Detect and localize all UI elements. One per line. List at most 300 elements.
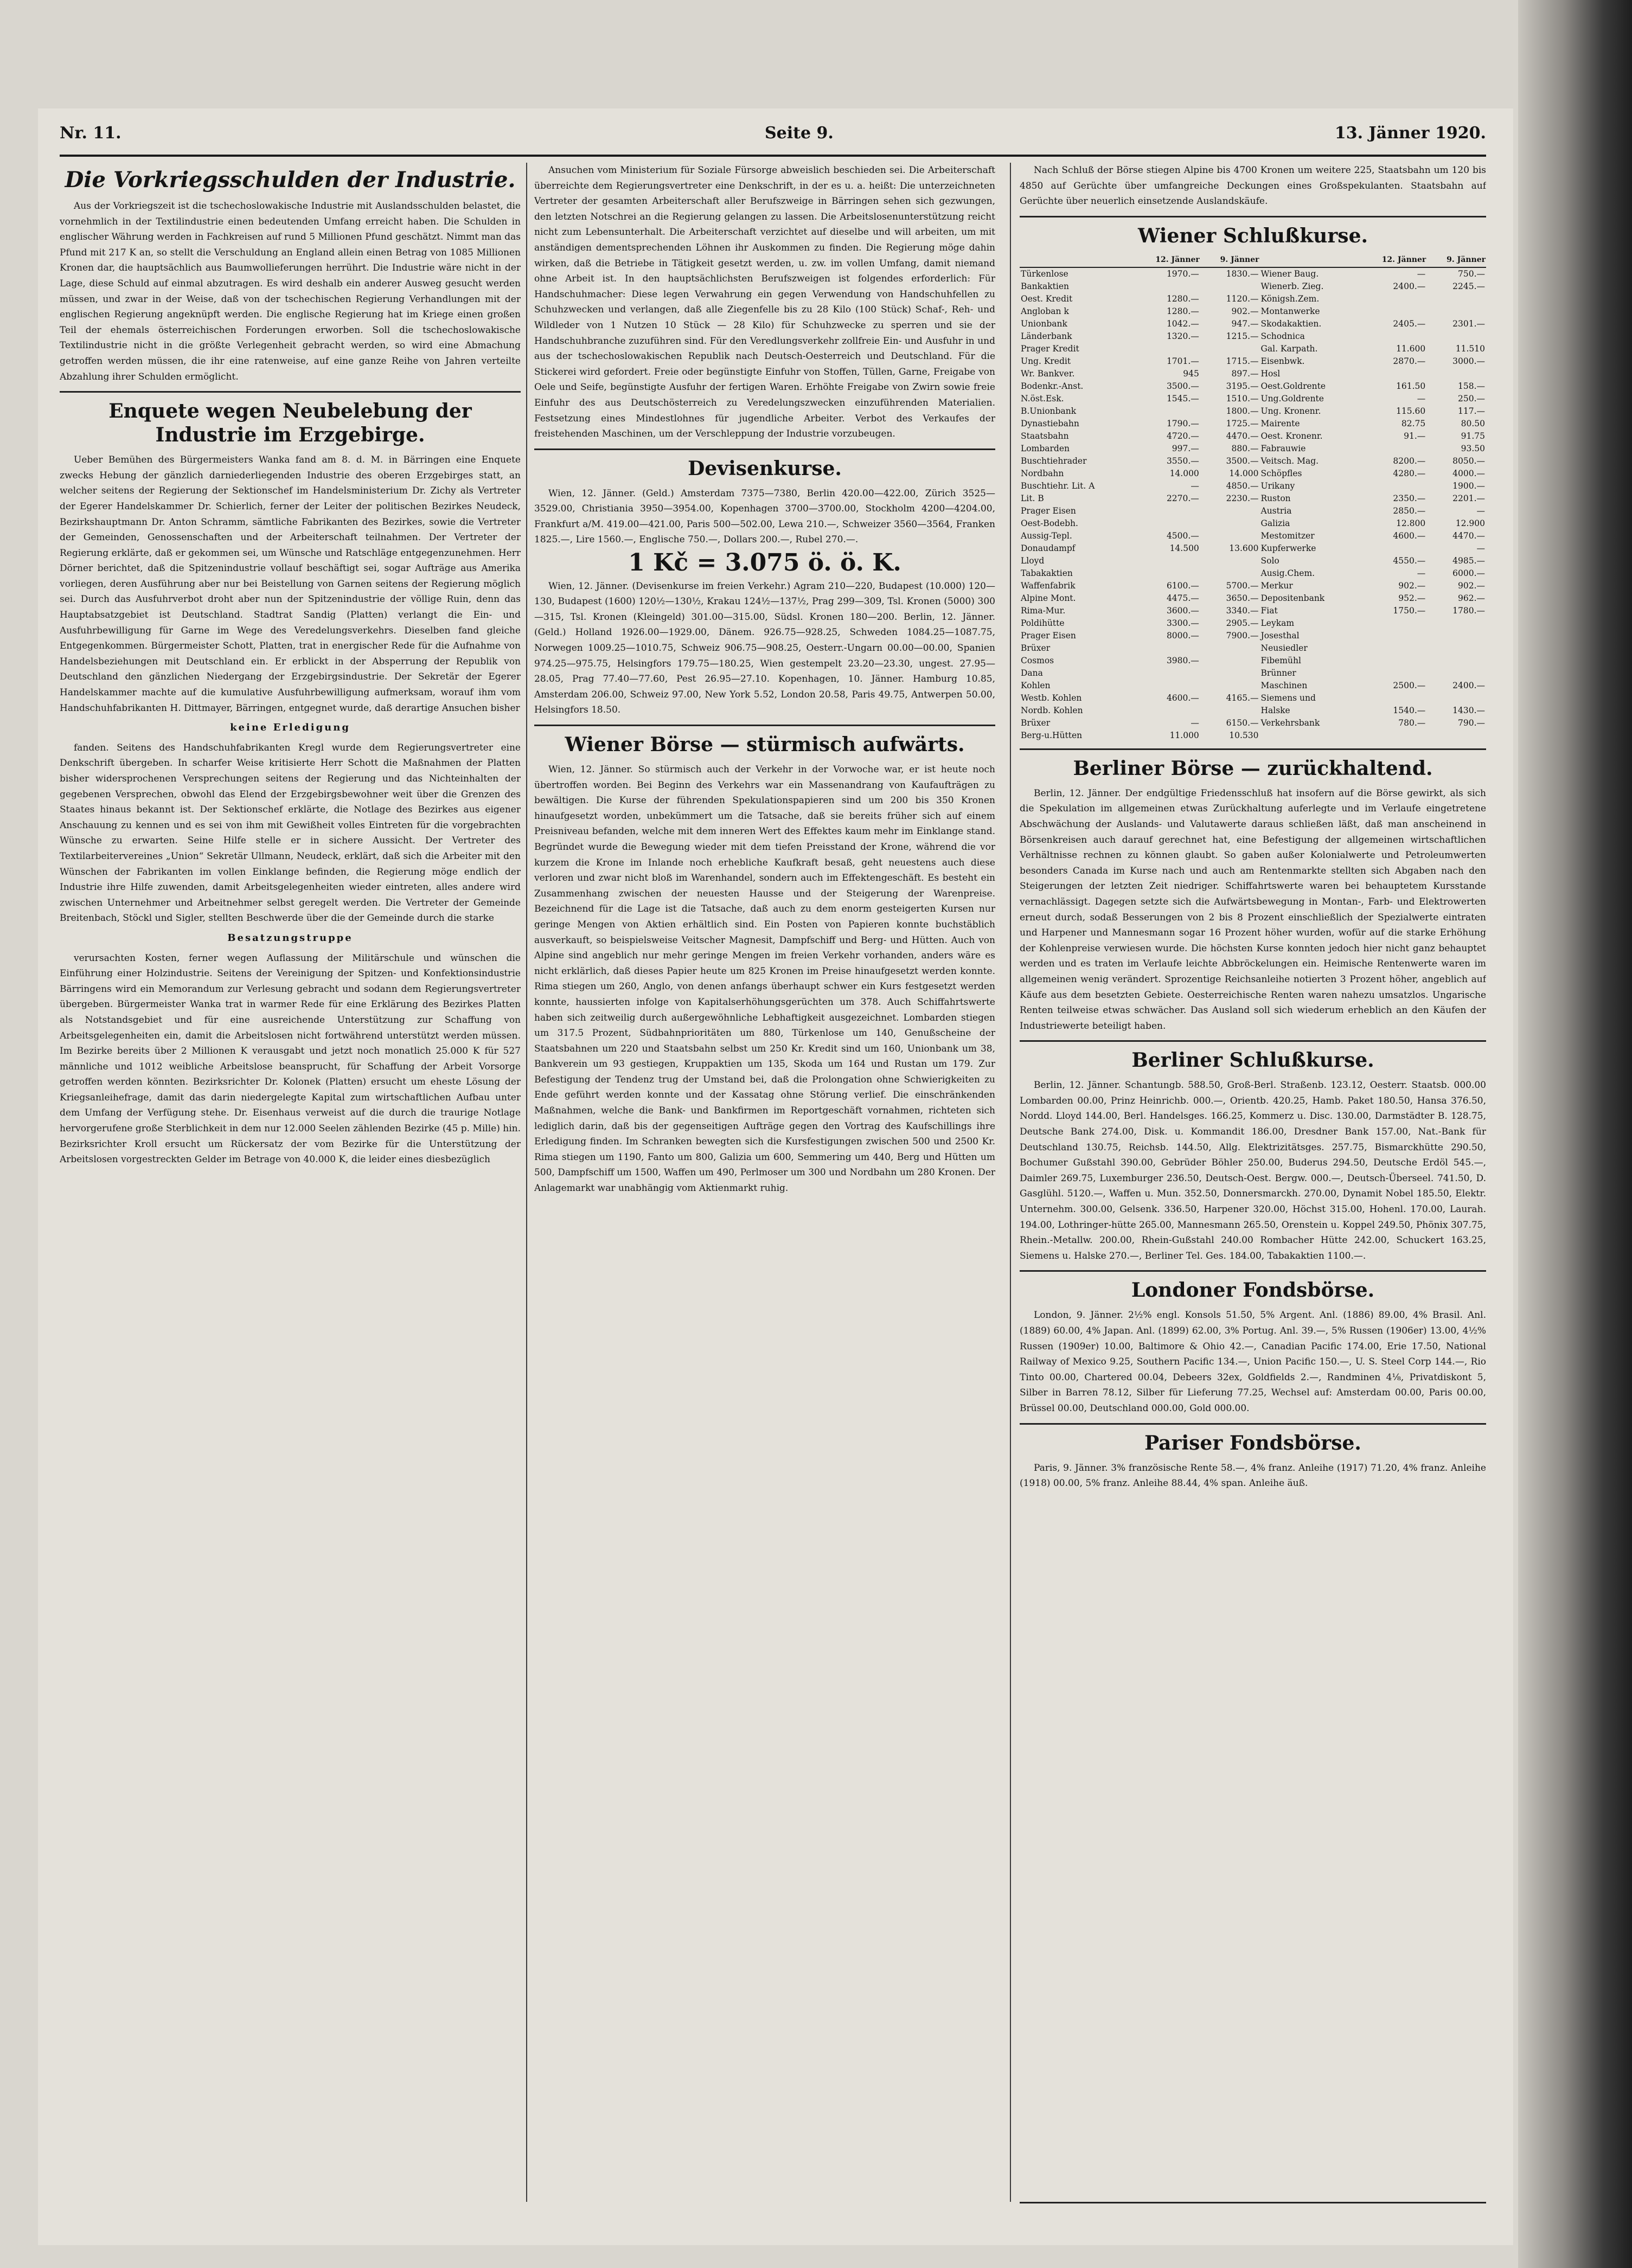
security-name: Maschinen [1260, 680, 1308, 690]
quotes-row [1020, 542, 1486, 555]
column-rule [1010, 163, 1011, 2202]
quote-value [1426, 630, 1486, 642]
security-name: Donaudampf [1021, 543, 1076, 553]
quote-value [1200, 667, 1260, 680]
quotes-row [1020, 318, 1486, 330]
security-name: Buschtiehr. Lit. A [1021, 480, 1095, 491]
security-name: Brünner [1260, 668, 1296, 678]
security-name: Königsh.Zem. [1260, 293, 1320, 304]
section-title: Wiener Börse — stürmisch aufwärts. [565, 733, 965, 756]
article-title: Die Vorkriegsschulden der Industrie. [65, 167, 516, 193]
section-title: Berliner Schlußkurse. [1131, 1049, 1374, 1072]
quote-value [1359, 293, 1426, 305]
article-divider [1020, 1423, 1486, 1425]
quote-value: 11.510 [1455, 343, 1485, 354]
security-name: Wr. Bankver. [1021, 368, 1075, 379]
quotes-row [1020, 692, 1486, 704]
quotes-row [1020, 530, 1486, 542]
security-name: B.Unionbank [1021, 406, 1077, 416]
quote-value: 3195.— [1226, 381, 1259, 391]
quote-value: 1510.— [1226, 393, 1259, 403]
quotes-row [1020, 267, 1486, 280]
security-name: Fiat [1260, 605, 1278, 616]
quote-value [1359, 642, 1426, 655]
quotes-row [1020, 667, 1486, 680]
quotes-row [1020, 280, 1486, 293]
quote-value: 1430.— [1452, 705, 1485, 715]
quote-value: — [1417, 393, 1426, 403]
security-name: Verkehrsbank [1260, 717, 1320, 728]
quotes-row [1020, 380, 1486, 393]
quote-value: 161.50 [1396, 381, 1426, 391]
quote-value: 1780.— [1452, 605, 1485, 616]
quote-value [1359, 692, 1426, 704]
quote-value: 2400.— [1393, 281, 1426, 291]
quote-value: 902.— [1231, 306, 1259, 316]
quote-value [1359, 617, 1426, 630]
security-name: Fibemühl [1260, 655, 1301, 665]
quote-value: 4850.— [1226, 480, 1259, 491]
quote-value: 8000.— [1166, 630, 1199, 640]
column-rule [526, 163, 527, 2202]
security-name: Dana [1021, 668, 1043, 678]
quote-value: 6000.— [1452, 568, 1485, 578]
quotes-header-cell: 12. Jänner [1133, 253, 1200, 267]
quote-value: 14.000 [1229, 468, 1259, 478]
quote-value: 4165.— [1226, 693, 1259, 703]
quote-value: 10.530 [1229, 730, 1259, 740]
quote-value: 3550.— [1166, 456, 1199, 466]
security-name: Hosl [1260, 368, 1281, 379]
quote-value [1133, 517, 1200, 530]
section-subheading: Besatzungstruppe [227, 932, 353, 944]
quotes-row [1020, 293, 1486, 305]
quotes-row [1020, 368, 1486, 380]
security-name: Fabrauwie [1260, 443, 1306, 453]
security-name: Prager Eisen [1021, 505, 1076, 516]
quote-value: 6100.— [1166, 580, 1199, 591]
quote-value: 2870.— [1393, 356, 1426, 366]
quotes-row [1020, 642, 1486, 655]
quotes-row [1020, 393, 1486, 405]
security-name: Veitsch. Mag. [1260, 456, 1319, 466]
security-name: Lloyd [1021, 555, 1045, 566]
column-2 [534, 163, 995, 1952]
security-name: Oest. Kredit [1021, 293, 1073, 304]
quote-value [1133, 704, 1200, 717]
security-name: Oest-Bodebh. [1021, 518, 1078, 528]
quote-value: 1830.— [1226, 268, 1259, 279]
security-name: Cosmos [1021, 655, 1054, 665]
quote-value: 1715.— [1226, 356, 1259, 366]
quote-value [1200, 642, 1260, 655]
quote-value: 2301.— [1452, 318, 1485, 329]
quote-value [1426, 729, 1486, 742]
quotes-row [1020, 555, 1486, 567]
quote-value: 4720.— [1166, 431, 1199, 441]
quotes-row [1020, 580, 1486, 592]
security-name: Dynastiebahn [1021, 418, 1079, 428]
security-name: Unionbank [1021, 318, 1067, 329]
quotes-row [1020, 430, 1486, 443]
security-name: Länderbank [1021, 331, 1072, 341]
article-paragraph: fanden. Seitens des Handschuhfabrikanten Kregl wurde dem Regierungsvertreter eine Denkschrift übergeben. In scharfer Weise kritisierte Herr Schott die Maßnahmen der Platten bisher widersprochenen Versprechungen seitens der Regierung und das Nichteinhalten der gegebenen Versprechen, obwohl das Elend der Erzgebirgsbewohner weit über die Grenzen des Staates hinaus bekannt ist. Der Sektionschef erklärte, die Notlage des Bezirkes aus eigener Anschauung zu kennen und es sei von ihm mit Gewißheit volles Eintreten für die vorgebrachten Wünsche zu erwarten. Seine Hilfe stelle er in sichere Aussicht. Der Vertreter des Textilarbeitervereines „Union“ Sekretär Ullmann, Neudeck, erklärt, daß sich die Arbeiter mit den Wünschen der Fabrikanten im vollen Einklange befinden, die Regierung möge endlich der Industrie ihre Hilfe zuwenden, damit Arbeitsgelegenheiten wieder eintreten, alles andere wird zwischen Unternehmer und Arbeitnehmer selbst geregelt werden. Die Vertreter der Gemeinde Breitenbach, Stöckl und Sigler, stellten Beschwerde über die der Gemeinde durch die starke [60, 742, 521, 924]
quote-value: 1900.— [1452, 480, 1485, 491]
security-name: Westb. Kohlen [1021, 693, 1082, 703]
quote-value [1200, 704, 1260, 717]
quote-value: 8200.— [1393, 456, 1426, 466]
quote-value: 6150.— [1226, 717, 1259, 728]
quote-value: 5700.— [1226, 580, 1259, 591]
quote-value [1359, 305, 1426, 318]
article-divider [534, 725, 995, 726]
article-divider [1020, 1270, 1486, 1272]
article-paragraph: Nach Schluß der Börse stiegen Alpine bis 4700 Kronen um weitere 225, Staatsbahn um 120 bis 4850 auf Gerüchte über umfangreiche Deckungen eines Großspekulanten. Staatsbahn auf Gerüchte über neuerlich einsetzende Auslandskäufe. [1020, 165, 1486, 207]
security-name: Rima-Mur. [1021, 605, 1066, 616]
article-divider [1020, 216, 1486, 217]
security-name: Lombarden [1021, 443, 1070, 453]
security-name: Mairente [1260, 418, 1300, 428]
quotes-row [1020, 330, 1486, 343]
security-name: Schodnica [1260, 331, 1305, 341]
exchange-headline: 1 Kč = 3.075 ö. ö. K. [628, 549, 901, 577]
quote-value: 1750.— [1393, 605, 1426, 616]
security-name: Poldihütte [1021, 618, 1065, 628]
quotes-row [1020, 343, 1486, 355]
security-name [1260, 729, 1360, 742]
quote-value: 14.000 [1169, 468, 1199, 478]
quote-value: 158.— [1457, 381, 1485, 391]
quotes-row [1020, 480, 1486, 492]
quote-value: 4550.— [1393, 555, 1426, 566]
quote-value: 947.— [1231, 318, 1259, 329]
quotes-row [1020, 704, 1486, 717]
quote-value: 1701.— [1166, 356, 1199, 366]
quote-value [1426, 617, 1486, 630]
security-name: Kohlen [1021, 680, 1051, 690]
quote-value: 4280.— [1393, 468, 1426, 478]
article-divider [60, 391, 521, 393]
quote-value: 790.— [1457, 717, 1485, 728]
quote-value: 2400.— [1452, 680, 1485, 690]
quote-value: 2905.— [1226, 618, 1259, 628]
security-name: N.öst.Esk. [1021, 393, 1064, 403]
quote-value [1359, 655, 1426, 667]
quote-value: 3980.— [1166, 655, 1199, 665]
security-name: Bodenkr.-Anst. [1021, 381, 1084, 391]
security-name: Depositenbank [1260, 593, 1325, 603]
quote-value: 750.— [1457, 268, 1485, 279]
quote-value: 902.— [1457, 580, 1485, 591]
bottom-rule [1020, 2202, 1486, 2203]
quote-value: — [1417, 268, 1426, 279]
quotes-row [1020, 517, 1486, 530]
quote-value: 3650.— [1226, 593, 1259, 603]
section-title: Londoner Fondsbörse. [1131, 1279, 1375, 1302]
quote-value: 1970.— [1166, 268, 1199, 279]
quote-value: 997.— [1172, 443, 1199, 453]
quote-value: 3600.— [1166, 605, 1199, 616]
quote-value [1133, 667, 1200, 680]
quotes-row [1020, 717, 1486, 729]
quote-value: 3500.— [1166, 381, 1199, 391]
quote-value: 1790.— [1166, 418, 1199, 428]
security-name: Kupferwerke [1260, 543, 1316, 553]
quotes-row [1020, 655, 1486, 667]
security-name: Ung.Goldrente [1260, 393, 1324, 403]
quotes-row [1020, 455, 1486, 467]
security-name: Siemens und [1260, 693, 1316, 703]
page-number: Seite 9. [765, 124, 834, 143]
quote-value: 4600.— [1393, 530, 1426, 541]
quote-value: 962.— [1457, 593, 1485, 603]
quotes-row [1020, 617, 1486, 630]
article-paragraph: Paris, 9. Jänner. 3% französische Rente 58.—, 4% franz. Anleihe (1917) 71.20, 4% franz. Anleihe (1918) 00.00, 5% franz. Anleihe 88.44, 4% span. Anleihe äuß. [1020, 1462, 1486, 1489]
security-name: Prager Kredit [1021, 343, 1079, 354]
header-rule [60, 155, 1486, 157]
security-name: Gal. Karpath. [1260, 343, 1318, 354]
quote-value [1426, 692, 1486, 704]
quote-value: 4470.— [1452, 530, 1485, 541]
security-name: Urikany [1260, 480, 1295, 491]
quote-value: 2405.— [1393, 318, 1426, 329]
quotes-header-cell: 9. Jänner [1200, 253, 1260, 267]
quote-value: 11.000 [1169, 730, 1199, 740]
security-name: Berg-u.Hütten [1021, 730, 1083, 740]
quote-value [1200, 517, 1260, 530]
quote-value: 91.— [1404, 431, 1426, 441]
quotes-header-cell [1020, 253, 1133, 267]
column-3 [1020, 163, 1486, 2207]
quote-value: 4600.— [1166, 693, 1199, 703]
security-name: Aussig-Tepl. [1021, 530, 1072, 541]
quote-value: 2500.— [1393, 680, 1426, 690]
quote-value: 1320.— [1166, 331, 1199, 341]
quote-value [1426, 667, 1486, 680]
security-name: Austria [1260, 505, 1292, 516]
quote-value [1200, 555, 1260, 567]
security-name: Galizia [1260, 518, 1290, 528]
security-name: Schöpfles [1260, 468, 1302, 478]
quotes-row [1020, 505, 1486, 517]
quote-value [1359, 443, 1426, 455]
quotes-row [1020, 680, 1486, 692]
quote-value: 4985.— [1452, 555, 1485, 566]
security-name: Türkenlose [1021, 268, 1068, 279]
quote-value: 952.— [1398, 593, 1426, 603]
quote-value: 1280.— [1166, 293, 1199, 304]
quotes-header-cell: 9. Jänner [1426, 253, 1486, 267]
quote-value: 82.75 [1401, 418, 1426, 428]
security-name: Brüxer [1021, 717, 1051, 728]
quote-value: 2245.— [1452, 281, 1485, 291]
article-paragraph: verursachten Kosten, ferner wegen Auflassung der Militärschule und wünschen die Einführung einer Holzindustrie. Seitens der Vereinigung der Spitzen- und Konfektionsindustrie Bärringens wird ein Memorandum zur Verlesung gebracht und sodann dem Regierungsvertreter übergeben. Bürgermeister Wanka trat in warmer Rede für eine Erklärung des Bezirkes Platten als Notstandsgebiet und für eine ausreichende Unterstützung zur Schaffung von Arbeitsgelegenheiten ein, damit die Arbeitslosen nicht fortwährend unterstützt werden müssen. Im Bezirke bereits über 2 Millionen K verausgabt und jetzt noch monatlich 25.000 K für 527 männliche und 1012 weibliche Arbeitslose beansprucht, für Schaffung der Arbeit Vorsorge getroffen werden könnten. Bezirksrichter Dr. Kolonek (Platten) ersucht um eheste Lösung der Kriegsanleihefrage, damit das darin niedergelegte Kapital zum wirtschaftlichen Aufbau unter dem Umfang der Verfügung stehe. Dr. Eisenhaus verweist auf die durch die traurige Notlage hervorgerufene große Sterblichkeit in dem nur 12.000 Seelen zählenden Bezirke (45 p. Mille) hin. Bezirksrichter Kroll ersucht um Rückersatz der vom Bezirke für die Unterstützung der Arbeitslosen vorgestreckten Gelder im Betrage von 40.000 K, die leider eines diesbezüglich [60, 952, 521, 1165]
security-name: Wiener Baug. [1260, 268, 1319, 279]
quote-value: 91.75 [1461, 431, 1485, 441]
quote-value [1133, 343, 1200, 355]
quote-value: 93.50 [1461, 443, 1485, 453]
security-name: Skodakaktien. [1260, 318, 1322, 329]
quote-value [1359, 480, 1426, 492]
article-paragraph: Berlin, 12. Jänner. Schantungb. 588.50, Groß-Berl. Straßenb. 123.12, Oesterr. Staatsb. 000.00 Lombarden 00.00, Prinz Heinrichb. 000.—, Orientb. 420.25, Hamb. Paket 180.50, Hansa 376.50, Nordd. Lloyd 144.00, Berl. Handelsges. 166.25, Kommerz u. Disc. 130.00, Darmstädter B. 128.75, Deutsche Bank 274.00, Disk. u. Kommandit 186.00, Dresdner Bank 157.00, Nat.-Bank für Deutschland 130.75, Reichsb. 144.50, Allg. Elektrizitätsges. 257.75, Bismarckhütte 290.50, Bochumer Gußstahl 390.00, Gebrüder Böhler 250.00, Buderus 294.50, Deutsche Erdöl 545.—, Daimler 269.75, Luxemburger 236.50, Deutsch-Oest. Bergw. 000.—, Deutsch-Überseel. 741.50, D. Gasglühl. 5120.—, Waffen u. Mun. 352.50, Donnersmarckh. 270.00, Dynamit Nobel 185.50, Elektr. Unternehm. 300.00, Gelsenk. 336.50, Harpener 320.00, Höchst 315.00, Hohenl. 170.00, Laurah. 194.00, Lothringer-hütte 265.00, Mannesmann 265.50, Orenstein u. Koppel 249.50, Phönix 307.75, Rhein.-Metallw. 200.00, Rhein-Gußstahl 240.00 Rombacher Hütte 242.00, Schuckert 163.25, Siemens u. Halske 270.—, Berliner Tel. Ges. 184.00, Tabakaktien 1100.—. [1020, 1080, 1486, 1261]
quote-value: 1725.— [1226, 418, 1259, 428]
quote-value: 7900.— [1226, 630, 1259, 640]
quote-value: 1800.— [1226, 406, 1259, 416]
security-name: Solo [1260, 555, 1279, 566]
quote-value [1359, 630, 1426, 642]
quote-value: 780.— [1398, 717, 1426, 728]
security-name: Leykam [1260, 618, 1295, 628]
quote-value: — [1191, 480, 1199, 491]
quotes-header-cell: 12. Jänner [1359, 253, 1426, 267]
quotes-row [1020, 605, 1486, 617]
quote-value: 250.— [1457, 393, 1485, 403]
quote-value: 1280.— [1166, 306, 1199, 316]
quote-value [1133, 405, 1200, 418]
quote-value [1200, 680, 1260, 692]
quotes-row [1020, 305, 1486, 318]
quote-value [1133, 680, 1200, 692]
security-name: Nordb. Kohlen [1021, 705, 1083, 715]
quote-value: 11.600 [1396, 343, 1426, 354]
security-name: Bankaktien [1021, 281, 1069, 291]
security-name: Montanwerke [1260, 306, 1320, 316]
quote-value: 897.— [1231, 368, 1259, 379]
quote-value [1359, 330, 1426, 343]
quote-value [1359, 667, 1426, 680]
quote-value: 4475.— [1166, 593, 1199, 603]
quote-value: 12.800 [1396, 518, 1426, 528]
article-paragraph: Ansuchen vom Ministerium für Soziale Fürsorge abweislich beschieden sei. Die Arbeiterschaft überreichte dem Regierungsvertreter eine Denkschrift, in der es u. a. heißt: Die unterzeichneten Vertreter der gesamten Arbeiterschaft aller Berufszweige in Bärringen sehen sich gezwungen, den letzten Notschrei an die Regierung gelangen zu lassen. Die Arbeitslosenunterstützung reicht nicht zum Lebensunterhalt. Die Arbeiterschaft verzichtet auf dieselbe und will arbeiten, um mit anständigen dementsprechenden Löhnen ihr Auskommen zu finden. Die Regierung möge dahin wirken, daß die Betriebe in Tätigkeit gesetzt werden, u. zw. im vollen Umfang, damit niemand ohne Arbeit ist. In den hauptsächlichsten Berufszweigen ist folgendes erforderlich: Für Handschuhmacher: Diese legen Verwahrung ein gegen Verwendung von Handschuhfellen zu Schuhzwecken und verlangen, daß alle Ziegenfelle bis zu 28 Kilo (100 Stück) Schaf-, Reh- und Wildleder von 1 Nutzen 10 Stück — 28 Kilo) für Schuhzwecke zu sperren und sie der Handschuhbranche zuzuführen sind. Für den Veredlungsverkehr zollfreie Ein- und Ausfuhr in und aus der tschechoslowakischen Republik nach Deutsch-Oesterreich und Deutschland. Für die Stickerei wird gefordert. Freie oder begünstigte Einfuhr von Stoffen, Tüllen, Garne, Freigabe von Oele und Seife, begünstigte Ausfuhr der fertigen Waren. Erhöhte Freigabe von Zwirn sowie freie Einfuhr des aus Deutschösterreich zu Veredelungszwecken einzuführenden Materialien. Festsetzung eines Mindestlohnes für jugendliche Arbeiter. Verbot des Verkaufes der freistehenden Maschinen, um der Verschleppung der Industrie vorzubeugen. [534, 165, 995, 440]
quote-value: 3500.— [1226, 456, 1259, 466]
quote-value [1426, 642, 1486, 655]
quote-value [1133, 642, 1200, 655]
security-name: Mestomitzer [1260, 530, 1315, 541]
security-name: Neusiedler [1260, 643, 1308, 653]
article-paragraph: Berlin, 12. Jänner. Der endgültige Friedensschluß hat insofern auf die Börse gewirkt, als sich die Spekulation im allgemeinen etwas Zurückhaltung auferlegte und im Verlaufe eingetretene Abschwächung der Auslands- und Valutawerte daraus schließen läßt, daß man anscheinend in Börsenkreisen auch darauf gerechnet hat, eine Befestigung der allgemeinen wirtschaftlichen Verhältnisse rechnen zu können glaubt. So gaben außer Kolonialwerte und Petroleumwerten besonders Canada im Kurse nach und auch am Rentenmarkte stellten sich Abgaben nach den Steigerungen der letzten Zeit niedriger. Schiffahrtswerte waren bei behauptetem Kursstande vernachlässigt. Dagegen setzte sich die Aufwärtsbewegung in Montan-, Farb- und Elektrowerten erneut durch, sodaß Besserungen von 2 bis 8 Prozent einschließlich der Spezialwerte eintraten und Harpener und Mannesmann sogar 16 Prozent höher wurden, wofür auf die starke Erhöhung der Kohlenpreise verwiesen wurde. Die höchsten Kurse konnten jedoch hier nicht ganz behauptet werden und es traten im Verlaufe leichte Abbröckelungen ein. Heimische Rentenwerte waren im allgemeinen wenig verändert. Sprozentige Reichsanleihe notierten 3 Prozent höher, angeblich auf Käufe aus dem besetzten Gebiete. Oesterreichische Renten waren nahezu umsatzlos. Ungarische Renten teilweise etwas schwächer. Das Ausland soll sich wiederum erheblich an den Käufen der Industriewerte beteiligt haben. [1020, 787, 1486, 1032]
quotes-row [1020, 630, 1486, 642]
section-title: Berliner Börse — zurückhaltend. [1073, 757, 1433, 780]
quote-value: 2270.— [1166, 493, 1199, 503]
quote-value: 1215.— [1226, 331, 1259, 341]
security-name: Merkur [1260, 580, 1293, 591]
quote-value: — [1191, 717, 1199, 728]
quote-value: 3340.— [1226, 605, 1259, 616]
security-name: Nordbahn [1021, 468, 1064, 478]
quote-value: 80.50 [1461, 418, 1485, 428]
quote-value: — [1476, 505, 1485, 516]
quotes-table [1020, 253, 1486, 742]
security-name: Ung. Kredit [1021, 356, 1071, 366]
security-name: Staatsbahn [1021, 431, 1069, 441]
section-title: Devisenkurse. [688, 457, 842, 480]
quote-value: 945 [1183, 368, 1199, 379]
security-name: Oest. Kronenr. [1260, 431, 1323, 441]
quote-value: 3000.— [1452, 356, 1485, 366]
article-paragraph: Aus der Vorkriegszeit ist die tschechoslowakische Industrie mit Auslandsschulden belastet, die vornehmlich in der Textilindustrie einen bedeutenden Umfang erreicht haben. Die Schulden in englischer Währung werden in Fachkreisen auf rund 5 Millionen Pfund geschätzt. Nimmt man das Pfund mit 217 K an, so stellt die Verschuldung an England allein einen Betrag von 1085 Millionen Kronen dar, die hauptsächlich aus Baumwollieferungen herrührt. Die Industrie wäre nicht in der Lage, diese Schuld auf einmal abzutragen. Es wird deshalb ein anderer Ausweg gesucht werden müssen, und zwar in der Weise, daß von der tschechischen Regierung Verhandlungen mit der englischen Regierung angeknüpft werden. Die englische Regierung hat im Kriege einen großen Teil der ehemals österreichischen Forderungen erworben. Soll die tschechoslowakische Textilindustrie nicht in die größte Verlegenheit gebracht werden, so wird eine Abmachung getroffen werden müssen, die ihr eine ratenweise, auf eine ganze Reihe von Jahren verteilte Abzahlung ihrer Schulden ermöglicht. [60, 201, 521, 382]
quote-value [1133, 280, 1200, 293]
quote-value: 880.— [1231, 443, 1259, 453]
security-name: Wienerb. Zieg. [1260, 281, 1324, 291]
security-name: Ruston [1260, 493, 1291, 503]
article-title: Enquete wegen Neubelebung der Industrie im Erzgebirge. [108, 400, 472, 447]
quote-value: 115.60 [1396, 406, 1426, 416]
security-name: Prager Eisen [1021, 630, 1076, 640]
quote-value [1133, 567, 1200, 580]
quote-value [1426, 330, 1486, 343]
quotes-row [1020, 418, 1486, 430]
quote-value: — [1417, 568, 1426, 578]
quote-value [1426, 305, 1486, 318]
security-name: Ung. Kronenr. [1260, 406, 1321, 416]
security-name: Josesthal [1260, 630, 1300, 640]
exchange-rates: Wien, 12. Jänner. (Devisenkurse im freien Verkehr.) Agram 210—220, Budapest (10.000) 120—130, Budapest (1600) 120½—130½, Krakau 124½—137½, Prag 299—309, Tsl. Kronen (5000) 300—315, Tsl. Kronen (Kleingeld) 301.00—315.00, Südsl. Kronen 180—200. Berlin, 12. Jänner. (Geld.) Holland 1926.00—1929.00, Dänem. 926.75—928.25, Schweden 1084.25—1087.75, Norwegen 1009.25—1010.75, Schweiz 906.75—908.25, Oesterr.-Ungarn 00.00—00.00, Spanien 974.25—975.75, Helsingfors 179.75—180.25, Wien gestempelt 23.20—23.30, ungest. 27.95—28.05, Prag 77.40—77.60, Pest 26.95—27.10. Kopenhagen, 10. Jänner. Hamburg 10.85, Amsterdam 206.00, Schweiz 97.00, New York 5.52, London 20.58, Paris 49.75, Antwerpen 50.00, Helsingfors 18.50. [534, 580, 995, 716]
quote-value [1200, 280, 1260, 293]
article-paragraph: London, 9. Jänner. 2½% engl. Konsols 51.50, 5% Argent. Anl. (1886) 89.00, 4% Brasil. Anl. (1889) 60.00, 4% Japan. Anl. (1899) 62.00, 3% Portug. Anl. 39.—, 5% Russen (1906er) 13.00, 4½% Russen (1909er) 10.00, Baltimore & Ohio 42.—, Canadian Pacific 174.00, Erie 17.50, National Railway of Mexico 9.25, Southern Pacific 134.—, Union Pacific 150.—, U. S. Steel Corp 144.—, Rio Tinto 00.00, Chartered 00.04, Debeers 32ex, Goldfields 2.—, Randminen 4⅛, Privatdiskont 5, Silber in Barren 78.12, Silber für Lieferung 77.25, Wechsel auf: Amsterdam 00.00, Paris 00.00, Brüssel 00.00, Deutschland 000.00, Gold 000.00. [1020, 1310, 1486, 1414]
quotes-row [1020, 592, 1486, 605]
quotes-row [1020, 729, 1486, 742]
quote-value [1200, 530, 1260, 542]
column-1 [60, 163, 521, 2207]
quote-value: 12.900 [1455, 518, 1485, 528]
security-name: Ausig.Chem. [1260, 568, 1315, 578]
quote-value: 117.— [1457, 406, 1485, 416]
quotes-header-cell [1260, 253, 1360, 267]
quote-value: 2230.— [1226, 493, 1259, 503]
quote-value: 4500.— [1166, 530, 1199, 541]
page-edge-shadow [1518, 0, 1632, 2268]
security-name: Angloban k [1021, 306, 1069, 316]
security-name: Halske [1260, 705, 1290, 715]
quote-value [1133, 555, 1200, 567]
quotes-header-row [1020, 253, 1486, 267]
quote-value [1133, 505, 1200, 517]
security-name: Tabakaktien [1021, 568, 1073, 578]
quotes-row [1020, 405, 1486, 418]
section-subheading: keine Erledigung [230, 722, 350, 734]
security-name: Oest.Goldrente [1260, 381, 1326, 391]
quote-value: 13.600 [1229, 543, 1259, 553]
security-name: Buschtiehrader [1021, 456, 1087, 466]
security-name: Alpine Mont. [1021, 593, 1076, 603]
article-divider [534, 449, 995, 450]
quote-value: 1042.— [1166, 318, 1199, 329]
quotes-row [1020, 567, 1486, 580]
quote-value [1359, 368, 1426, 380]
quote-value: 3300.— [1166, 618, 1199, 628]
exchange-rates: Wien, 12. Jänner. (Geld.) Amsterdam 7375—7380, Berlin 420.00—422.00, Zürich 3525—3529.00, Christiania 3950—3954.00, Kopenhagen 3700—3700.00, Stockholm 4200—4204.00, Frankfurt a/M. 419.00—421.00, Paris 500—502.00, Lewa 210.—, Schweizer 3560—3564, Franken 1825.—, Lire 1560.—, Englische 750.—, Dollars 200.—, Rubel 270.—. [534, 488, 995, 546]
security-name: Brüxer [1021, 643, 1051, 653]
issue-date: 13. Jänner 1920. [1334, 124, 1486, 143]
quote-value: 902.— [1398, 580, 1426, 591]
quote-value: 4000.— [1452, 468, 1485, 478]
quotes-row [1020, 355, 1486, 368]
quote-value [1200, 343, 1260, 355]
quotes-row [1020, 492, 1486, 505]
quotes-row [1020, 443, 1486, 455]
quote-value [1426, 293, 1486, 305]
quote-value [1359, 542, 1426, 555]
article-paragraph: Wien, 12. Jänner. So stürmisch auch der Verkehr in der Vorwoche war, er ist heute noch übertroffen worden. Bei Beginn des Verkehrs war ein Massenandrang von Kaufaufträgen zu bewältigen. Die Kurse der führenden Spekulationspapieren sind um 200 bis 350 Kronen hinaufgesetzt worden, unbekümmert um die Tatsache, daß sie bereits früher sich auf einem Preisniveau befanden, welche mit dem inneren Wert des Effektes kaum mehr im Einklange stand. Begründet wurde die Bewegung wieder mit dem tiefen Preisstand der Krone, während die vor kurzem die Krone im Inlande noch erhebliche Kaufkraft besaß, geht neuestens auch diese verloren und zwar nicht bloß im Warenhandel, sondern auch im Effektengeschäft. Es besteht ein Zusammenhang zwischen der neuesten Hausse und der Steigerung der Warenpreise. Bezeichnend für die Lage ist die Tatsache, daß auch zu dem enorm gesteigerten Kursen nur geringe Mengen von Aktien erhältlich sind. Ein Posten von Papieren konnte buchstäblich ausverkauft, so beispielsweise Veitscher Magnesit, Dampfschiff und Berg- und Hütten. Auch von Alpine sind angeblich nur mehr geringe Mengen im freien Verkehr vorhanden, anders wäre es nicht erklärlich, daß dieses Papier heute um 825 Kronen im Preise hinaufgesetzt werden konnte. Rima stiegen um 260, Anglo, von denen anfangs überhaupt schwer ein Kurs festgesetzt werden konnte, haussierten infolge von Kapitalserhöhungsgerüchten um 378. Auch Schiffahrtswerte haben sich zeitweilig durch außergewöhnliche Lebhaftigkeit ausgezeichnet. Lombarden stiegen um 317.5 Prozent, Südbahnprioritäten um 880, Türkenlose um 140, Genußscheine der Staatsbahnen um 220 und Staatsbahn selbst um 250 Kr. Kredit sind um 160, Unionbank um 38, Bankverein um 93 gestiegen, Kruppaktien um 135, Skoda um 164 und Rustan um 179. Zur Befestigung der Tendenz trug der Umstand bei, daß die Prolongation ohne Schwierigkeiten zu Ende geführt werden konnte und der Kassatag ohne Störung verlief. Die einschränkenden Maßnahmen, welche die Bank- und Bankfirmen im Reportgeschäft vornahmen, richteten sich lediglich darin, daß bis der gegenseitigen Aufträge gegen den Vortrag des Kaufschillings ihre Erledigung finden. Im Schranken bewegten sich die Kursfestigungen zwischen 500 und 2500 Kr. Rima stiegen um 1190, Fanto um 800, Galizia um 600, Semmering um 440, Berg und Hütten um 500, Dampfschiff um 1500, Waffen um 490, Perlmoser um 300 und Nordbahn um 280 Kronen. Der Anlagemarkt war unabhängig vom Aktienmarkt ruhig. [534, 764, 995, 1194]
article-divider [1020, 748, 1486, 750]
quote-value: 1120.— [1226, 293, 1259, 304]
quote-value [1200, 505, 1260, 517]
quote-value [1426, 655, 1486, 667]
section-title: Pariser Fondsbörse. [1144, 1431, 1361, 1455]
quote-value: 14.500 [1169, 543, 1199, 553]
security-name: Eisenbwk. [1260, 356, 1305, 366]
quote-value [1200, 567, 1260, 580]
